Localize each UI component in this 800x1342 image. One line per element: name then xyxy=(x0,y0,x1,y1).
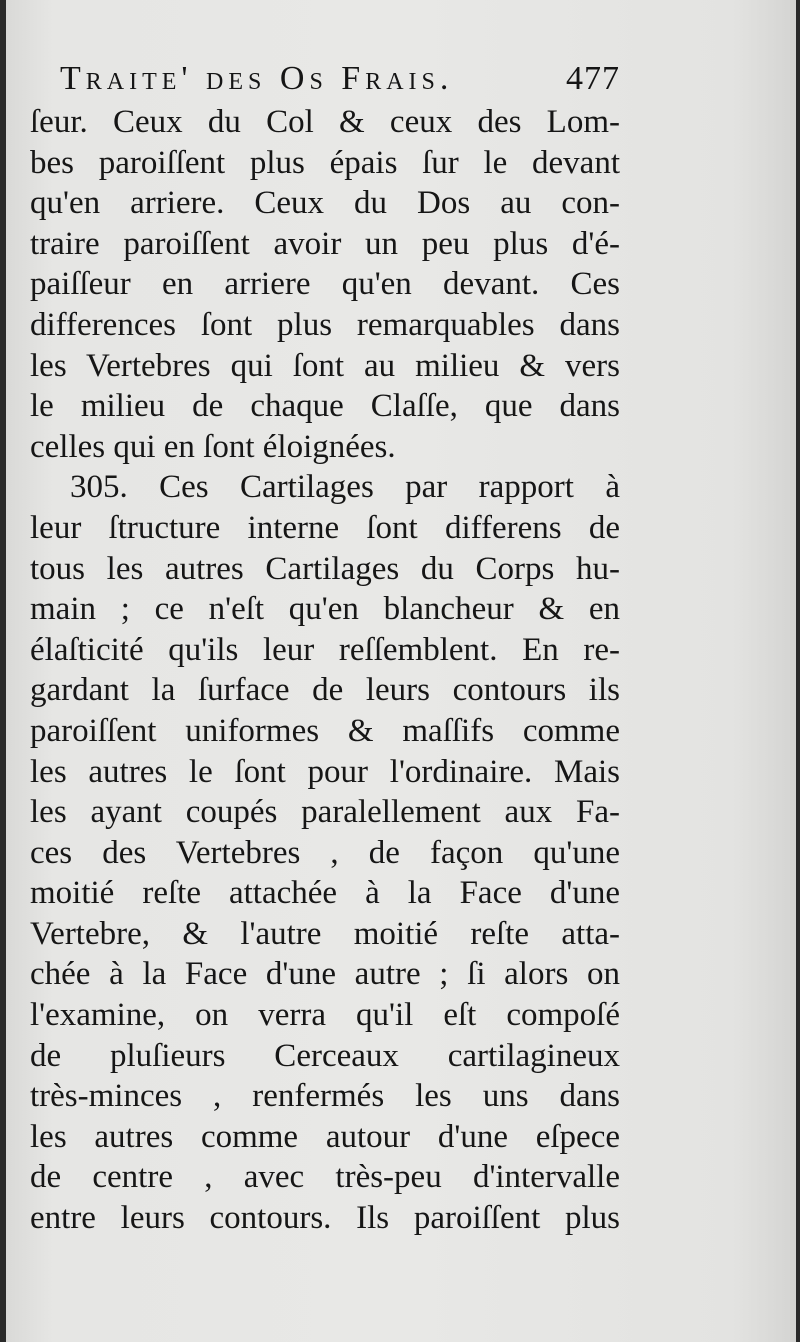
running-header xyxy=(60,60,620,106)
text-line: paroiſſent uniformes & maſſifs comme xyxy=(30,712,620,749)
page-number: 477 xyxy=(566,60,620,97)
text-line: Vertebre, & l'autre moitié reſte atta- xyxy=(30,915,620,952)
body-text xyxy=(30,102,620,1239)
text-line: les ayant coupés paralellement aux Fa- xyxy=(30,794,620,831)
text-line: leur ſtructure interne ſont differens de xyxy=(30,509,620,546)
text-line: entre leurs contours. Ils paroiſſent plus xyxy=(30,1200,620,1237)
text-line: qu'en arriere. Ceux du Dos au con- xyxy=(30,185,620,222)
text-line: ces des Vertebres , de façon qu'une xyxy=(30,834,620,871)
text-line: main ; ce n'eſt qu'en blancheur & en xyxy=(30,591,620,628)
text-line: très-minces , renfermés les uns dans xyxy=(30,1078,620,1115)
text-line: traire paroiſſent avoir un peu plus d'é- xyxy=(30,225,620,262)
text-line: les Vertebres qui ſont au milieu & vers xyxy=(30,347,620,384)
text-line: les autres le ſont pour l'ordinaire. Mais xyxy=(30,753,620,790)
text-line: tous les autres Cartilages du Corps hu- xyxy=(30,550,620,587)
text-line: moitié reſte attachée à la Face d'une xyxy=(30,875,620,912)
text-line: celles qui en ſont éloignées. xyxy=(30,428,396,465)
text-line: de pluſieurs Cerceaux cartilagineux xyxy=(30,1037,620,1074)
text-line: bes paroiſſent plus épais ſur le devant xyxy=(30,144,620,181)
text-line: chée à la Face d'une autre ; ſi alors on xyxy=(30,956,620,993)
text-line: le milieu de chaque Claſſe, que dans xyxy=(30,388,620,425)
book-page xyxy=(6,0,796,1342)
text-line: paiſſeur en arriere qu'en devant. Ces xyxy=(30,266,620,303)
text-line: gardant la ſurface de leurs contours ils xyxy=(30,672,620,709)
text-line: differences ſont plus remarquables dans xyxy=(30,306,620,343)
text-line: les autres comme autour d'une eſpece xyxy=(30,1118,620,1155)
paragraph-start-line: 305. Ces Cartilages par rapport à xyxy=(70,469,620,506)
running-title: Traite' des Os Frais. xyxy=(60,60,454,97)
text-line: élaſticité qu'ils leur reſſemblent. En re- xyxy=(30,631,620,668)
text-line: de centre , avec très-peu d'intervalle xyxy=(30,1159,620,1196)
text-line: ſeur. Ceux du Col & ceux des Lom- xyxy=(30,104,620,140)
text-line: l'examine, on verra qu'il eſt compoſé xyxy=(30,997,620,1034)
